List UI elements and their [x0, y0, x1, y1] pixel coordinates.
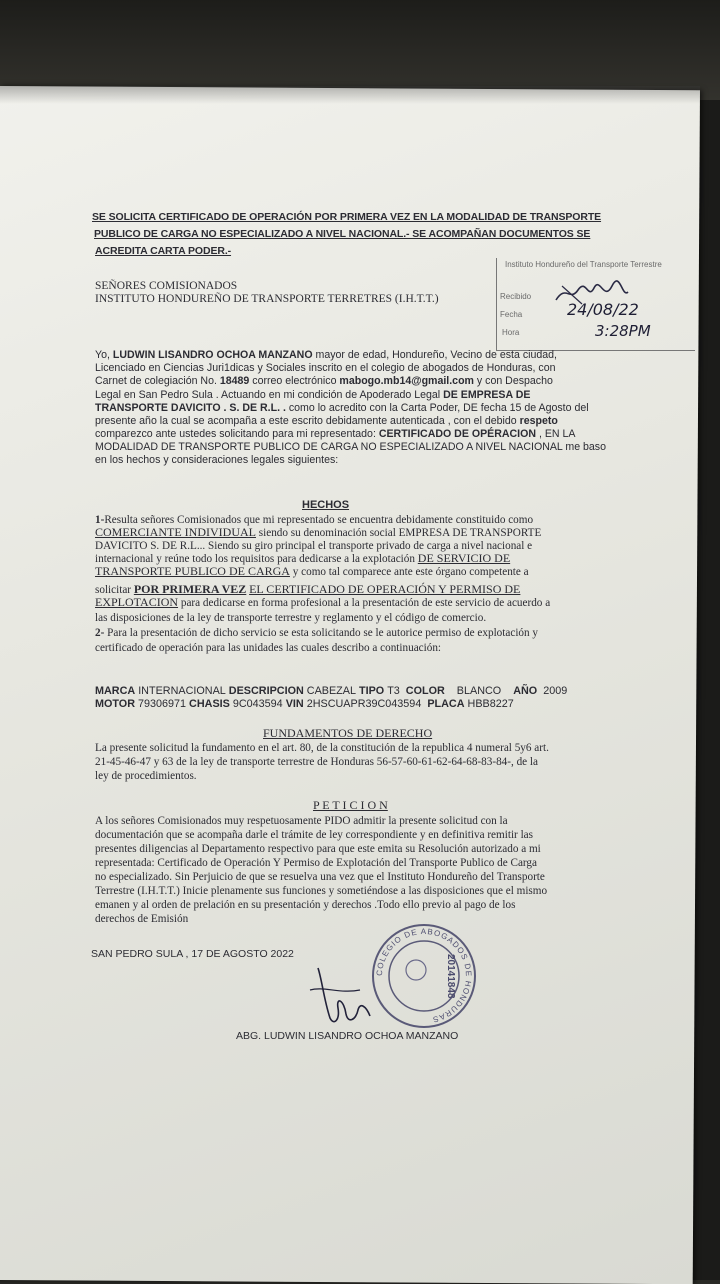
hechos-line-6: solicitar POR PRIMERA VEZ EL CERTIFICADO DE OPERACIÓN Y PERMISO DE	[95, 582, 521, 596]
hechos-line-7: EXPLOTACION para dedicarse en forma profesional a la presentación de este servicio de acuerdo a	[95, 595, 551, 609]
hechos-line-1: 1-Resulta señores Comisionados que mi representado se encuentra debidamente constituido como	[95, 514, 534, 526]
peticion-line-4: representada: Certificado de Operación Y Permiso de Explotación del Transporte Publico de Carga	[95, 857, 537, 869]
title-line-1: SE SOLICITA CERTIFICADO DE OPERACIÓN POR PRIMERA VEZ EN LA MODALIDAD DE TRANSPORTE	[92, 211, 602, 223]
vehicle-line-1: MARCA INTERNACIONAL DESCRIPCION CABEZAL TIPO T3 COLOR BLANCO AÑO 2009	[95, 685, 568, 697]
hechos-line-3: DAVICITO S. DE R.L... Siendo su giro principal el transporte privado de carga a nivel nacional e	[95, 540, 533, 552]
fundamentos-heading: FUNDAMENTOS DE DERECHO	[263, 726, 433, 740]
fundamentos-line-2: 21-45-46-47 y 63 de la ley de transporte terrestre de Honduras 56-57-60-61-62-64-68-83-84-, de la	[95, 756, 539, 768]
seal-number: 20141848	[445, 954, 456, 999]
intro-line-7: comparezco ante ustedes solicitando para mi representado: CERTIFICADO DE OPÉRACION , EN LA	[95, 428, 576, 440]
seal-ring-text: COLEGIO DE ABOGADOS DE HONDURAS	[374, 926, 474, 1025]
hechos-line-10: certificado de operación para las unidades las cuales describo a continuación:	[95, 642, 442, 654]
stamp-time-value: 3:28PM	[595, 322, 651, 340]
addressee-line-1: SEÑORES COMISIONADOS	[95, 280, 238, 292]
reception-stamp	[496, 258, 695, 351]
signature-scribble	[300, 960, 410, 1030]
hechos-line-5: TRANSPORTE PUBLICO DE CARGA y como tal comparece ante este órgano competente a	[95, 564, 529, 578]
hechos-line-2: COMERCIANTE INDIVIDUAL siendo su denominación social EMPRESA DE TRANSPORTE	[95, 525, 542, 539]
hechos-line-8: las disposiciones de la ley de transporte terrestre y reglamento y el código de comercio.	[95, 612, 487, 624]
intro-line-9: en los hechos y consideraciones legales siguientes:	[95, 454, 339, 466]
intro-line-6: presente año la cual se acompaña a este escrito debidamente autenticada , con el debido respeto	[95, 415, 558, 427]
addressee-line-2: INSTITUTO HONDUREÑO DE TRANSPORTE TERRETRES (I.H.T.T.)	[95, 293, 439, 305]
title-line-3: ACREDITA CARTA PODER.-	[95, 245, 232, 257]
intro-line-4: Legal en San Pedro Sula . Actuando en mi condición de Apoderado Legal DE EMPRESA DE	[95, 389, 531, 401]
peticion-line-1: A los señores Comisionados muy respetuosamente PIDO admitir la presente solicitud con la	[95, 815, 508, 827]
peticion-line-2: documentación que se acompaña darle el trámite de ley correspondiente y en definitiva remitir las	[95, 829, 534, 841]
title-line-2: PUBLICO DE CARGA NO ESPECIALIZADO A NIVEL NACIONAL.- SE ACOMPAÑAN DOCUMENTOS SE	[94, 228, 591, 240]
stamp-date-label: Fecha	[500, 310, 523, 319]
peticion-line-3: presentes diligencias al Departamento respectivo para que este emita su Resolución autorizado a mi	[95, 843, 541, 855]
stamp-date-value: 24/08/22	[567, 300, 639, 319]
intro-line-5: TRANSPORTE DAVICITO . S. DE R.L. . como lo acredito con la Carta Poder, DE fecha 15 de Agosto del	[95, 402, 589, 414]
intro-line-8: MODALIDAD DE TRANSPORTE PUBLICO DE CARGA NO ESPECIALIZADO A NIVEL NACIONAL me baso	[95, 441, 606, 453]
intro-line-3: Carnet de colegiación No. 18489 correo electrónico mabogo.mb14@gmail.com y con Despacho	[95, 375, 553, 387]
peticion-line-7: emanen y al orden de prelación en su presentación y derechos .Todo ello previo al pago de los	[95, 899, 516, 911]
signature-name: ABG. LUDWIN LISANDRO OCHOA MANZANO	[236, 1030, 459, 1042]
intro-line-2: Licenciado en Ciencias Juri1dicas y Sociales inscrito en el colegio de abogados de Honduras, con	[95, 362, 556, 374]
place-date: SAN PEDRO SULA , 17 DE AGOSTO 2022	[91, 948, 294, 960]
hechos-line-9: 2- Para la presentación de dicho servicio se esta solicitando se le autorice permiso de explotación y	[95, 627, 539, 639]
peticion-line-6: Terrestre (I.H.T.T.) Inicie plenamente sus funciones y sometiéndose a las disposiciones que el mismo	[95, 885, 548, 897]
hechos-line-4: internacional y reúne todo los requisitos para dedicarse a la explotación DE SERVICIO DE	[95, 551, 511, 565]
fundamentos-line-3: ley de procedimientos.	[95, 770, 197, 782]
peticion-line-5: no especializado. Sin Perjuicio de que se resuelva una vez que el Instituto Hondureño del Transporte	[95, 871, 545, 883]
stamp-received-label: Recibido	[500, 292, 532, 301]
peticion-heading: P E T I C I O N	[313, 798, 388, 812]
stamp-time-label: Hora	[502, 328, 520, 337]
fundamentos-line-1: La presente solicitud la fundamento en el art. 80, de la constitución de la republica 4 numeral 5y6 art.	[95, 742, 549, 754]
vehicle-line-2: MOTOR 79306971 CHASIS 9C043594 VIN 2HSCUAPR39C043594 PLACA HBB8227	[95, 698, 514, 710]
peticion-line-8: derechos de Emisión	[95, 913, 189, 925]
intro-line-1: Yo, LUDWIN LISANDRO OCHOA MANZANO mayor de edad, Hondureño, Vecino de esta ciudad,	[95, 349, 557, 361]
hechos-heading: HECHOS	[302, 499, 350, 511]
stamp-header: Instituto Hondureño del Transporte Terrestre	[505, 260, 662, 269]
